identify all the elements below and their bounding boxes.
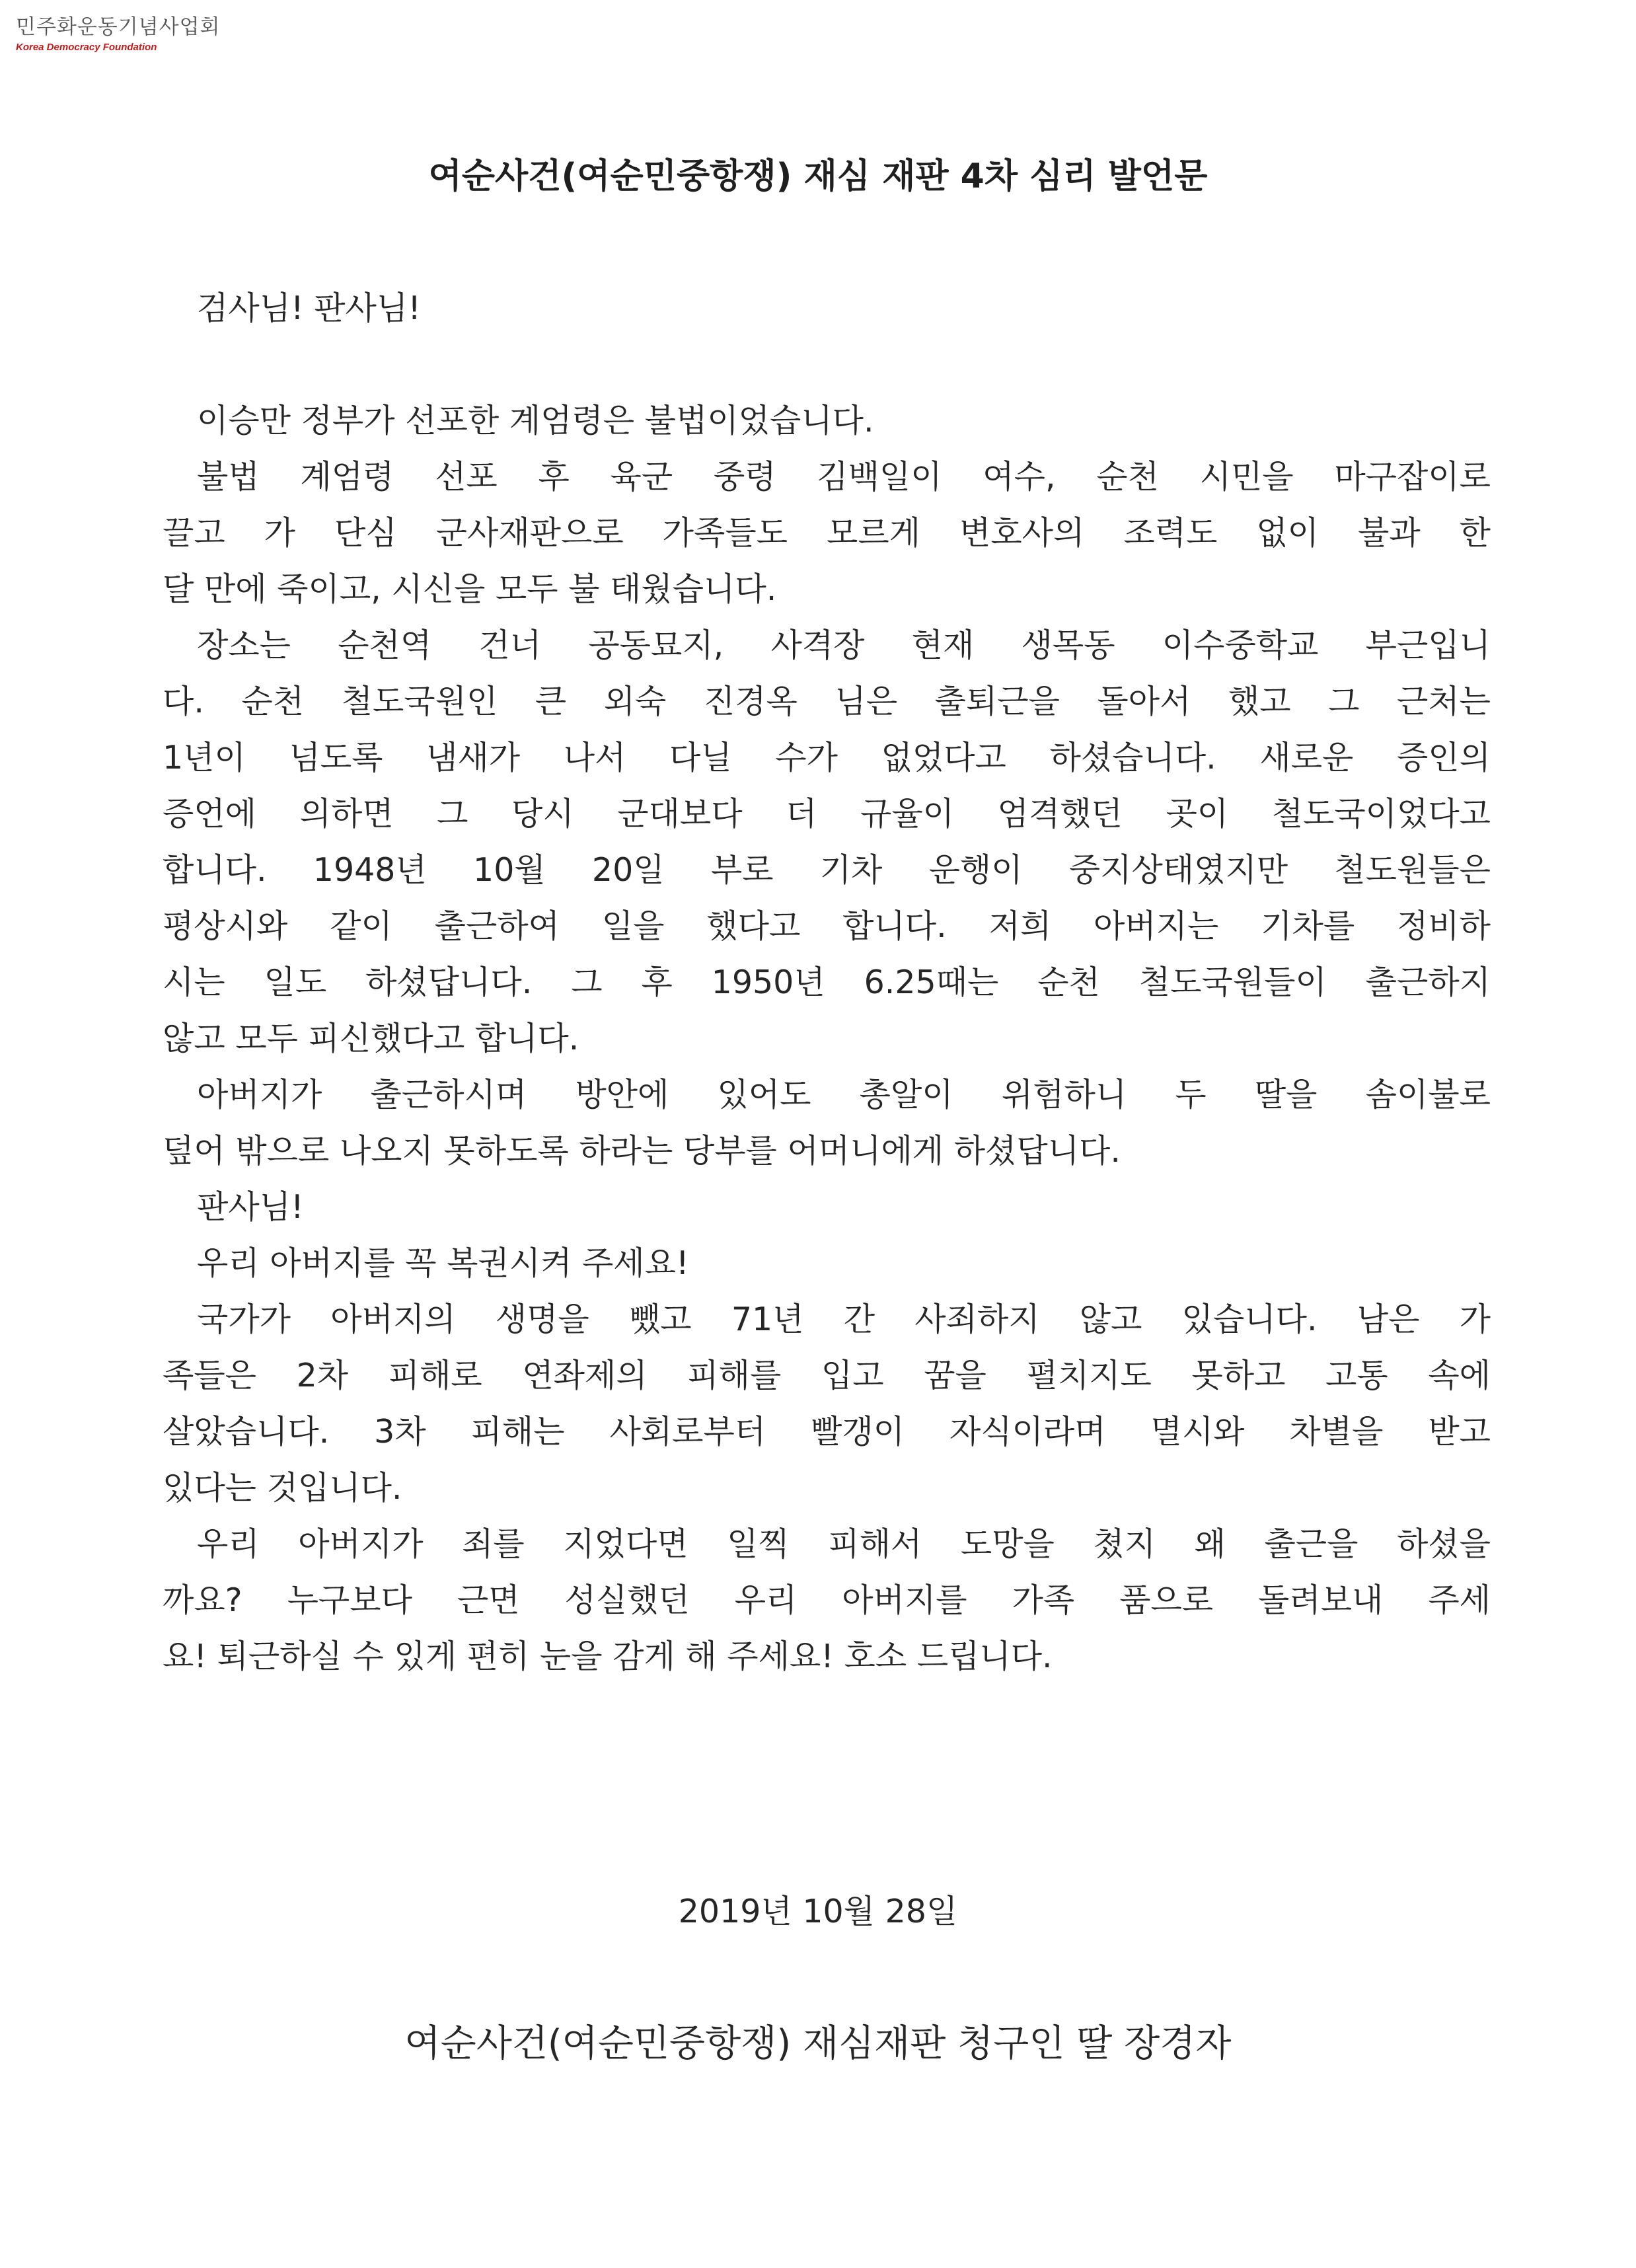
body-line: 장소는 순천역 건너 공동묘지, 사격장 현재 생목동 이수중학교 부근입니 <box>197 626 1491 664</box>
body-line: 달 만에 죽이고, 시신을 모두 불 태웠습니다. <box>163 570 777 608</box>
body-line: 불법 계엄령 선포 후 육군 중령 김백일이 여수, 순천 시민을 마구잡이로 <box>197 458 1491 496</box>
paragraph-gap <box>163 336 1491 393</box>
statement-body <box>163 280 1491 1684</box>
document-date: 2019년 10월 28일 <box>678 1893 958 1930</box>
body-line: 시는 일도 하셨답니다. 그 후 1950년 6.25때는 순천 철도국원들이 출근하지 <box>163 964 1491 1001</box>
salutation-line: 검사님! 판사님! <box>197 289 421 327</box>
body-line: 1년이 넘도록 냄새가 나서 다닐 수가 없었다고 하셨습니다. 새로운 증인의 <box>163 739 1491 776</box>
body-line: 있다는 것입니다. <box>163 1469 402 1507</box>
body-line: 족들은 2차 피해로 연좌제의 피해를 입고 꿈을 펼치지도 못하고 고통 속에 <box>163 1357 1491 1394</box>
body-line: 우리 아버지가 죄를 지었다면 일찍 피해서 도망을 쳤지 왜 출근을 하셨을 <box>197 1525 1491 1563</box>
body-line: 않고 모두 피신했다고 합니다. <box>163 1020 579 1057</box>
body-line: 증언에 의하면 그 당시 군대보다 더 규율이 엄격했던 곳이 철도국이었다고 <box>163 795 1491 833</box>
body-line: 국가가 아버지의 생명을 뺐고 71년 간 사죄하지 않고 있습니다. 남은 가 <box>197 1301 1491 1338</box>
body-line: 끌고 가 단심 군사재판으로 가족들도 모르게 변호사의 조력도 없이 불과 한 <box>163 514 1491 552</box>
body-line: 이승만 정부가 선포한 계엄령은 불법이었습니다. <box>197 402 874 439</box>
appeal-line: 우리 아버지를 꼭 복권시켜 주세요! <box>197 1244 689 1282</box>
logo-english-text: Korea Democracy Foundation <box>16 42 157 53</box>
body-line: 합니다. 1948년 10월 20일 부로 기차 운행이 중지상태였지만 철도원들은 <box>163 851 1491 889</box>
body-line: 덮어 밖으로 나오지 못하도록 하라는 당부를 어머니에게 하셨답니다. <box>163 1132 1121 1170</box>
body-line: 아버지가 출근하시며 방안에 있어도 총알이 위험하니 두 딸을 솜이불로 <box>197 1076 1491 1114</box>
document-title: 여순사건(여순민중항쟁) 재심 재판 4차 심리 발언문 <box>428 157 1208 196</box>
body-line: 요! 퇴근하실 수 있게 편히 눈을 감게 해 주세요! 호소 드립니다. <box>163 1638 1053 1675</box>
body-line: 까요? 누구보다 근면 성실했던 우리 아버지를 가족 품으로 돌려보내 주세 <box>163 1581 1491 1619</box>
body-line: 살았습니다. 3차 피해는 사회로부터 빨갱이 자식이라며 멸시와 차별을 받고 <box>163 1413 1491 1451</box>
signature-line: 여순사건(여순민중항쟁) 재심재판 청구인 딸 장경자 <box>404 2022 1232 2065</box>
body-line: 평상시와 같이 출근하여 일을 했다고 합니다. 저희 아버지는 기차를 정비하 <box>163 907 1491 945</box>
appeal-line: 판사님! <box>197 1188 304 1226</box>
logo-korean-text: 민주화운동기념사업회 <box>16 15 221 39</box>
organization-logo <box>16 15 234 54</box>
body-line: 다. 순천 철도국원인 큰 외숙 진경옥 님은 출퇴근을 돌아서 했고 그 근처는 <box>163 683 1491 720</box>
